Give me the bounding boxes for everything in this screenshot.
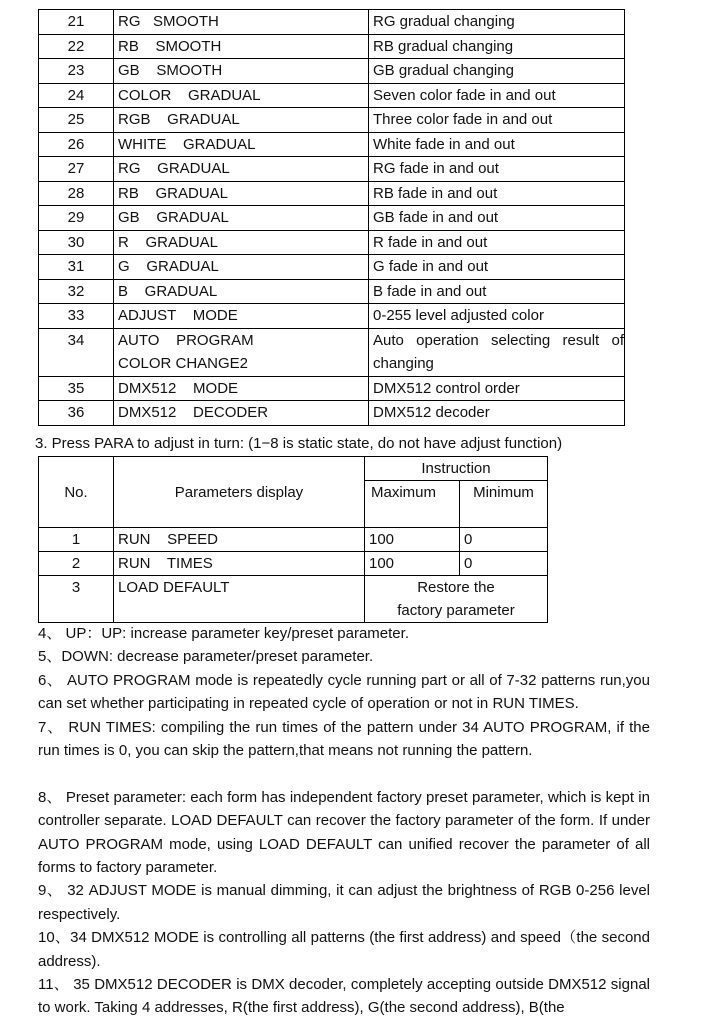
mode-description: DMX512 control order [369,376,625,401]
mode-description: R fade in and out [369,230,625,255]
table-row [39,401,625,426]
param-max: 100 [365,528,460,552]
note-paragraph: 4、 UP：UP: increase parameter key/preset parameter. [38,625,409,642]
table-row [39,108,625,133]
table-row [39,10,625,35]
param-name: RUN TIMES [114,552,365,576]
param-name: RUN SPEED [114,528,365,552]
mode-name: ADJUST MODE [114,304,369,329]
mode-number: 36 [39,401,114,426]
table-row [39,576,548,623]
mode-description: RB fade in and out [369,181,625,206]
mode-description: DMX512 decoder [369,401,625,426]
header-instruction: Instruction [365,457,548,481]
header-maximum: Maximum [365,481,460,528]
note-paragraph: 7、 RUN TIMES: compiling the run times of the pattern under 34 AUTO PROGRAM, if the run times is 0, you can skip the pattern,that means not running the pattern. [38,718,650,760]
notes [38,622,650,1020]
table-row [39,230,625,255]
mode-number: 29 [39,206,114,231]
mode-description: Seven color fade in and out [369,83,625,108]
header-minimum: Minimum [460,481,548,528]
mode-name: COLOR GRADUAL [114,83,369,108]
header-display: Parameters display [114,457,365,528]
section-heading: 3. Press PARA to adjust in turn: (1−8 is static state, do not have adjust function) [35,435,563,452]
mode-name: RG SMOOTH [114,10,369,35]
note-paragraph: 8、 Preset parameter: each form has independent factory preset parameter, which is kept in controller separate. LOAD DEFAULT can recover the factory parameter of the form. If under AUTO PROGRAM mode, using LOAD DEFAULT can unified recover the parameter of all forms to factory parameter. [38,788,650,877]
mode-description: RG fade in and out [369,157,625,182]
mode-name: DMX512 DECODER [114,401,369,426]
mode-number: 33 [39,304,114,329]
table-header-row [39,457,548,481]
param-min: 0 [460,528,548,552]
mode-name: DMX512 MODE [114,376,369,401]
param-number: 1 [39,528,114,552]
note-paragraph: 6、 AUTO PROGRAM mode is repeatedly cycle running part or all of 7-32 patterns run,you can set whether participating in repeated cycle of operation or not in RUN TIMES. [38,671,650,713]
table-row [39,34,625,59]
mode-number: 27 [39,157,114,182]
mode-name: RB GRADUAL [114,181,369,206]
mode-number: 34 [39,328,114,376]
mode-number: 26 [39,132,114,157]
mode-description: GB fade in and out [369,206,625,231]
param-min: 0 [460,552,548,576]
mode-number: 23 [39,59,114,84]
mode-description: RB gradual changing [369,34,625,59]
mode-description: RG gradual changing [369,10,625,35]
mode-number: 30 [39,230,114,255]
header-no: No. [39,457,114,528]
mode-name: GB SMOOTH [114,59,369,84]
note-paragraph: 11、 35 DMX512 DECODER is DMX decoder, completely accepting outside DMX512 signal to work. Taking 4 addresses, R(the first address), G(the second address), B(the [38,976,650,1017]
table-row [39,206,625,231]
mode-description: White fade in and out [369,132,625,157]
mode-description: G fade in and out [369,255,625,280]
mode-name: R GRADUAL [114,230,369,255]
mode-number: 35 [39,376,114,401]
mode-name: GB GRADUAL [114,206,369,231]
table-row [39,59,625,84]
note-paragraph: 5、DOWN: decrease parameter/preset parameter. [38,648,374,666]
mode-name: B GRADUAL [114,279,369,304]
table-row [39,304,625,329]
table-row [39,132,625,157]
mode-name-line: COLOR CHANGE2 [118,355,249,372]
mode-description: Auto operation selecting result of changing [369,328,625,376]
mode-name: WHITE GRADUAL [114,132,369,157]
table-row [39,255,625,280]
mode-number: 22 [39,34,114,59]
mode-table [38,9,625,426]
mode-number: 21 [39,10,114,35]
param-name: LOAD DEFAULT [114,576,365,623]
table-row [39,157,625,182]
note-paragraph: 9、 32 ADJUST MODE is manual dimming, it can adjust the brightness of RGB 0-256 level respectively. [38,882,650,923]
note-paragraph: 10、34 DMX512 MODE is controlling all patterns (the first address) and speed（the second address). [38,929,650,970]
table-row [39,552,548,576]
mode-name: RG GRADUAL [114,157,369,182]
mode-name: G GRADUAL [114,255,369,280]
param-max: 100 [365,552,460,576]
mode-name [114,328,369,376]
blank-line [38,762,650,785]
table-row [39,279,625,304]
mode-name: RGB GRADUAL [114,108,369,133]
mode-number: 31 [39,255,114,280]
mode-number: 32 [39,279,114,304]
mode-name-line: AUTO PROGRAM [118,331,254,349]
table-row [39,376,625,401]
mode-description: Three color fade in and out [369,108,625,133]
param-number: 2 [39,552,114,576]
param-instruction: Restore the factory parameter [365,576,548,623]
mode-description: B fade in and out [369,279,625,304]
table-row [39,528,548,552]
mode-number: 28 [39,181,114,206]
mode-description: GB gradual changing [369,59,625,84]
mode-number: 24 [39,83,114,108]
mode-name: RB SMOOTH [114,34,369,59]
table-row [39,328,625,376]
mode-description: 0-255 level adjusted color [369,304,625,329]
table-row [39,83,625,108]
mode-number: 25 [39,108,114,133]
param-number: 3 [39,576,114,623]
parameter-table [38,456,548,623]
table-row [39,181,625,206]
